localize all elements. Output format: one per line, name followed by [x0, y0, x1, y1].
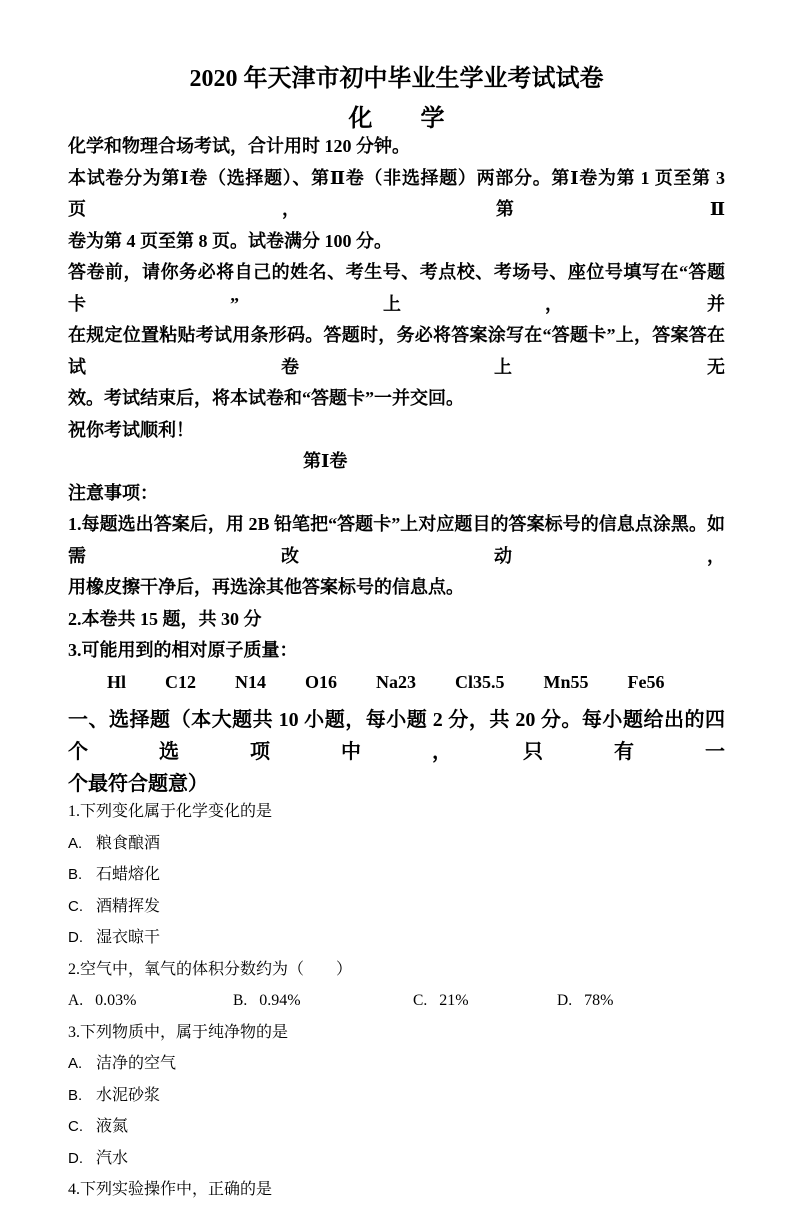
option-letter: A. — [68, 1055, 83, 1072]
atomic-mass-mn: Mn55 — [543, 671, 589, 692]
section1-header — [68, 704, 725, 800]
instruction-structure-line2: 卷为第 4 页至第 8 页。试卷满分 100 分。 — [68, 230, 392, 251]
exam-paper-page — [0, 62, 793, 1198]
section1-header-line2: 个最符合题意） — [68, 773, 208, 795]
instruction-answersheet-line3: 效。考试结束后，将本试卷和“答题卡”一并交回。 — [68, 388, 464, 408]
question-4-stem: 4.下列实验操作中，正确的是 — [68, 1181, 273, 1198]
option-letter: D. — [68, 1149, 83, 1167]
question-1-option-b — [68, 859, 725, 891]
option-letter: C. — [413, 992, 428, 1009]
question-2-option-b — [233, 985, 301, 1017]
subject-title: 化 学 — [348, 106, 445, 132]
notice-1-line2: 用橡皮擦干净后，再选涂其他答案标号的信息点。 — [68, 577, 464, 597]
option-letter: A. — [68, 834, 83, 852]
good-luck-line: 祝你考试顺利！ — [68, 419, 194, 440]
option-text: 水泥砂浆 — [96, 1086, 161, 1104]
question-2-option-d — [557, 985, 613, 1017]
option-letter: C. — [68, 1118, 83, 1135]
atomic-mass-c: C12 — [165, 671, 197, 692]
question-3-option-d — [68, 1143, 725, 1175]
question-3-option-b — [68, 1080, 725, 1112]
question-1-option-c — [68, 891, 725, 923]
option-letter: B. — [68, 1086, 83, 1104]
option-text: 0.94% — [259, 992, 301, 1009]
option-text: 湿衣晾干 — [96, 929, 161, 946]
atomic-mass-cl: Cl35.5 — [455, 671, 505, 692]
option-text: 粮食酿酒 — [96, 834, 161, 852]
option-text: 液氮 — [96, 1118, 129, 1135]
question-2-options-row — [68, 985, 725, 1017]
atomic-mass-na: Na23 — [376, 671, 417, 692]
page-title: 2020 年天津市初中毕业生学业考试试卷 — [189, 66, 604, 92]
exam-instructions — [68, 131, 725, 698]
option-letter: D. — [68, 929, 83, 946]
option-text: 78% — [584, 992, 614, 1009]
question-1-stem: 1.下列变化属于化学变化的是 — [68, 803, 273, 820]
part1-heading: 第Ⅰ卷 — [303, 451, 348, 471]
question-1-option-d — [68, 922, 725, 954]
option-letter: A. — [68, 992, 84, 1009]
option-text: 21% — [439, 992, 469, 1009]
questions-area — [68, 796, 725, 1206]
option-letter: B. — [68, 866, 83, 883]
notice-title: 注意事项： — [68, 482, 158, 503]
question-2-option-c — [413, 985, 469, 1017]
option-text: 石蜡熔化 — [96, 866, 161, 883]
instruction-duration: 化学和物理合场考试，合计用时 120 分钟。 — [68, 136, 410, 156]
instruction-answersheet-line1: 答卷前，请你务必将自己的姓名、考生号、考点校、考场号、座位号填写在“答题卡”上，并 — [68, 262, 725, 314]
atomic-masses-prefix: 3.可能用到的相对原子质量： — [68, 640, 298, 660]
atomic-mass-fe: Fe56 — [627, 671, 665, 692]
option-text: 0.03% — [95, 992, 137, 1009]
option-letter: B. — [233, 992, 248, 1009]
question-3-option-a — [68, 1048, 725, 1080]
question-2-option-a — [68, 985, 136, 1017]
option-text: 洁净的空气 — [96, 1055, 177, 1072]
notice-3-atomic-masses — [68, 635, 725, 698]
notice-2: 2.本卷共 15 题，共 30 分 — [68, 608, 262, 629]
option-text: 酒精挥发 — [96, 897, 161, 915]
question-1-option-a — [68, 828, 725, 860]
option-letter: D. — [557, 992, 573, 1009]
question-2-stem: 2.空气中，氧气的体积分数约为（ ） — [68, 960, 353, 978]
instruction-answersheet-line2: 在规定位置粘贴考试用条形码。答题时，务必将答案涂写在“答题卡”上，答案答在试卷上无 — [68, 325, 725, 377]
atomic-mass-o: O16 — [305, 671, 338, 692]
notice-1-line1: 1.每题选出答案后，用 2B 铅笔把“答题卡”上对应题目的答案标号的信息点涂黑。如需改动， — [68, 514, 725, 566]
atomic-mass-h: Hl — [107, 671, 127, 692]
instruction-structure-line1: 本试卷分为第Ⅰ卷（选择题）、第Ⅱ卷（非选择题）两部分。第Ⅰ卷为第 1 页至第 3 页，第Ⅱ — [68, 167, 725, 219]
section1-header-line1: 一、选择题（本大题共 10 小题，每小题 2 分，共 20 分。每小题给出的四个选项中，只有一 — [68, 709, 725, 763]
question-3-stem: 3.下列物质中，属于纯净物的是 — [68, 1023, 289, 1041]
question-3-option-c — [68, 1111, 725, 1143]
option-letter: C. — [68, 897, 83, 915]
atomic-mass-n: N14 — [235, 671, 267, 692]
option-text: 汽水 — [96, 1149, 129, 1167]
